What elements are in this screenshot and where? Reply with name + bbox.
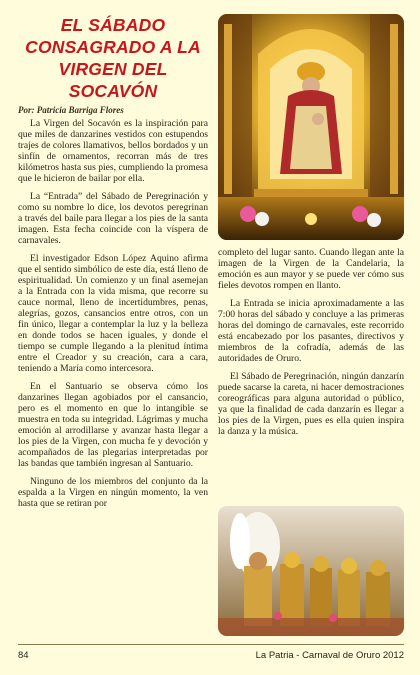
publication-name: La Patria - Carnaval de Oruro 2012: [255, 650, 404, 661]
dancers-photo: [218, 506, 404, 636]
page-number: 84: [18, 650, 29, 661]
title-line-2: CONSAGRADO A LA: [25, 37, 201, 57]
footer-divider: [18, 644, 404, 645]
paragraph: El Sábado de Peregrinación, ningún danzarín puede sacarse la careta, ni hacer demostraciones coreográficas para alguna autoridad o público, ya que la finalidad de cada danzarín es llegar a los pies de la Virgen, pues es ella quien inspira la danza y la música.: [218, 370, 404, 437]
left-column: [18, 14, 208, 516]
paragraph: La Entrada se inicia aproximadamente a las 7:00 horas del sábado y concluye a las primeras horas del domingo de carnavales, este recorrido está encabezado por los pasantes, directivos y miembros de la cofradía, además de las autoridades de Oruro.: [218, 297, 404, 365]
title-line-3: VIRGEN DEL SOCAVÓN: [58, 59, 168, 101]
virgin-altar-photo: [218, 14, 404, 240]
dancers-illustration: [218, 506, 404, 636]
paragraph: La Virgen del Socavón es la inspiración para que miles de danzarines vestidos con estupendos trajes de colores llamativos, bellos bordados y un sinfín de ornamentos, recorran más de tres kilómetros hasta sus pies, cumpliendo la promesa que le hicieron de bailar por ella.: [18, 118, 208, 185]
byline: Por: Patricia Barriga Flores: [18, 105, 124, 115]
paragraph: En el Santuario se observa cómo los danzarines llegan agobiados por el cansancio, pero es el momento en que lo intangible se muestra en toda su integridad. Lágrimas y mucha emoción al arrodillarse y avanzar hasta llegar a los pies de la Virgen, con mucha fe y devoción y acompañados de las plegarias interpretadas por las bandas que también ingresan al Santuario.: [18, 380, 208, 470]
right-column: [218, 14, 404, 444]
altar-illustration: [218, 14, 404, 240]
paragraph: El investigador Edson López Aquino afirma que el sentido simbólico de este día, está lleno de espiritualidad. Un comienzo y un final asemejan a la Entrada con la vida misma, que recorre su cauce normal, lleno de incertidumbres, penas, alegrías, gozos, cansancios entre otros, con un fin único, llegar a contemplar la luz y la belleza en donde todos se hacen iguales, y donde el tiempo se cumple llegando a la plenitud íntima entre el Creador y su creación, cara a cara, teniendo a María como intercesora.: [18, 252, 208, 375]
title-line-1: EL SÁBADO: [60, 15, 166, 35]
page-footer: [0, 640, 420, 675]
article-title: [18, 14, 208, 102]
paragraph: Ninguno de los miembros del conjunto da la espalda a la Virgen en ningún momento, la ven hasta que se retiran por: [18, 475, 208, 509]
paragraph: completo del lugar santo. Cuando llegan ante la imagen de la Virgen de la Candelaria, la emoción es aun mayor y se puede ver cómo sus fieles devotos rompen en llanto.: [218, 247, 404, 292]
paragraph: La “Entrada” del Sábado de Peregrinación y como su nombre lo dice, los devotos peregrinan a través del baile para llegar a los pies de la santa imagen. Esta fecha coincide con la víspera de carnavales.: [18, 190, 208, 247]
